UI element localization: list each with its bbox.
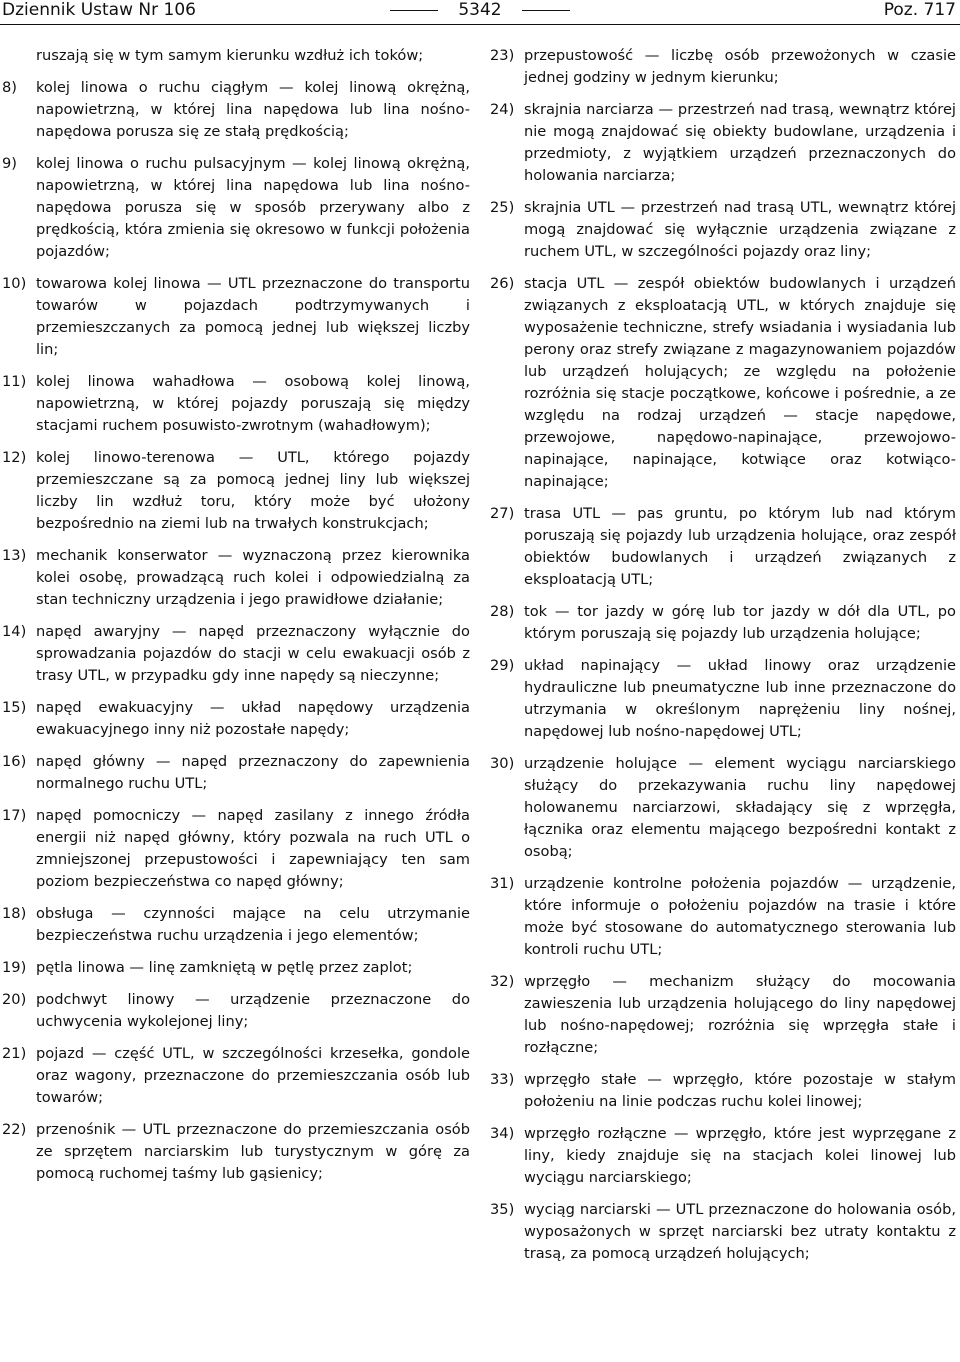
item-number: 9) xyxy=(2,155,17,172)
item-number: 31) xyxy=(490,875,515,892)
definition-item xyxy=(2,545,470,611)
item-number: 19) xyxy=(2,959,27,976)
item-number: 26) xyxy=(490,275,515,292)
item-number: 15) xyxy=(2,699,27,716)
header-rule xyxy=(0,24,960,25)
page-header xyxy=(0,0,960,26)
item-text: pojazd — część UTL, w szczególności krzesełka, gondole oraz wagony, przeznaczone do przemieszczania osób lub towarów; xyxy=(36,1045,470,1106)
definition-item xyxy=(2,697,470,741)
definition-item xyxy=(490,655,956,743)
definition-item xyxy=(2,805,470,893)
definition-item xyxy=(490,273,956,493)
definition-item xyxy=(490,45,956,89)
item-text: przenośnik — UTL przeznaczone do przemieszczania osób ze sprzętem narciarskim lub turystycznym w górę za pomocą ruchomej taśmy lub gąsienicy; xyxy=(36,1121,470,1182)
item-text: wprzęgło stałe — wprzęgło, które pozostaje w stałym położeniu na linie podczas ruchu kolei linowej; xyxy=(524,1071,956,1110)
definition-item xyxy=(490,873,956,961)
definition-item xyxy=(490,1069,956,1113)
item-text: wprzęgło — mechanizm służący do mocowania zawieszenia lub urządzenia holującego do liny napędowej lub nośno-napędowej; rozróżnia się wprzęgła stałe i rozłączne; xyxy=(524,973,956,1056)
item-text: towarowa kolej linowa — UTL przeznaczone do transportu towarów w pojazdach podtrzymywanych i przemieszczanych za pomocą jednej lub większej liczby lin; xyxy=(36,275,470,358)
definition-item xyxy=(2,371,470,437)
item-number: 23) xyxy=(490,47,515,64)
item-number: 13) xyxy=(2,547,27,564)
item-number: 27) xyxy=(490,505,515,522)
item-number: 30) xyxy=(490,755,515,772)
item-text: kolej linowa wahadłowa — osobową kolej linową, napowietrzną, w której pojazdy poruszają się między stacjami ruchem posuwisto-zwrotnym (wahadłowym); xyxy=(36,373,470,434)
item-text: napęd ewakuacyjny — układ napędowy urządzenia ewakuacyjnego inny niż pozostałe napędy; xyxy=(36,699,470,738)
item-text: napęd główny — napęd przeznaczony do zapewnienia normalnego ruchu UTL; xyxy=(36,753,470,792)
item-text: kolej linowa o ruchu pulsacyjnym — kolej linową okrężną, napowietrzną, w której lina napędowa lub lina nośno-napędowa porusza się w sposób przerywany albo z prędkością, która zmienia się okresowo w funkcji położenia pojazdów; xyxy=(36,155,470,260)
item-text: urządzenie kontrolne położenia pojazdów — urządzenie, które informuje o położeniu pojazdów na trasie i które może być stosowane do automatycznego sterowania lub kontroli ruchu UTL; xyxy=(524,875,956,958)
definition-item xyxy=(2,1119,470,1185)
page-number-block xyxy=(0,0,960,20)
definition-item xyxy=(490,503,956,591)
item-number: 11) xyxy=(2,373,27,390)
item-number: 24) xyxy=(490,101,515,118)
definition-item xyxy=(2,153,470,263)
item-text: kolej linowa o ruchu ciągłym — kolej linową okrężną, napowietrzną, w której lina napędowa lub lina nośno-napędowa porusza się ze stałą prędkością; xyxy=(36,79,470,140)
item-text: trasa UTL — pas gruntu, po którym lub nad którym poruszają się pojazdy lub urządzenia holujące, oraz zespół obiektów budowlanych i urządzeń związanych z eksploatacją UTL; xyxy=(524,505,956,588)
item-text: wprzęgło rozłączne — wprzęgło, które jest wyprzęgane z liny, kiedy znajduje się na stacjach kolei linowej lub wyciągu narciarskiego; xyxy=(524,1125,956,1186)
left-column xyxy=(2,45,470,1195)
item-number: 20) xyxy=(2,991,27,1008)
item-text: tok — tor jazdy w górę lub tor jazdy w dół dla UTL, po którym poruszają się pojazdy lub urządzenia holujące; xyxy=(524,603,956,642)
item-text: przepustowość — liczbę osób przewożonych w czasie jednej godziny w jednym kierunku; xyxy=(524,47,956,86)
item-number: 14) xyxy=(2,623,27,640)
dash-left xyxy=(390,10,438,11)
page-number: 5342 xyxy=(458,0,502,20)
definition-item xyxy=(490,197,956,263)
journal-title: Dziennik Ustaw Nr 106 xyxy=(2,0,196,20)
item-number: 29) xyxy=(490,657,515,674)
item-number: 21) xyxy=(2,1045,27,1062)
item-text: układ napinający — układ linowy oraz urządzenie hydrauliczne lub pneumatyczne lub inne przeznaczone do utrzymania w określonym naprężeniu liny nośnej, napędowej lub nośno-napędowej UTL; xyxy=(524,657,956,740)
position-label: Poz. 717 xyxy=(883,0,956,20)
item-number: 25) xyxy=(490,199,515,216)
definition-item xyxy=(2,957,470,979)
item-text: skrajnia UTL — przestrzeń nad trasą UTL, wewnątrz której mogą znajdować się wyłącznie urządzenia związane z ruchem UTL, w szczególności pojazdy oraz liny; xyxy=(524,199,956,260)
item-number: 32) xyxy=(490,973,515,990)
item-text: kolej linowo-terenowa — UTL, którego pojazdy przemieszczane są za pomocą jednej liny lub większej liczby lin wzdłuż toru, który może być ułożony bezpośrednio na ziemi lub na trwałych konstrukcjach; xyxy=(36,449,470,532)
item-text: mechanik konserwator — wyznaczoną przez kierownika kolei osobę, prowadzącą ruch kolei i odpowiedzialną za stan techniczny urządzenia i jego prawidłowe działanie; xyxy=(36,547,470,608)
item-text: napęd pomocniczy — napęd zasilany z innego źródła energii niż napęd główny, który pozwala na ruch UTL o zmniejszonej przepustowości i zapewniający ten sam poziom bezpieczeństwa co napęd główny; xyxy=(36,807,470,890)
definition-item xyxy=(490,971,956,1059)
item-number: 28) xyxy=(490,603,515,620)
definition-item xyxy=(490,1123,956,1189)
item-number: 17) xyxy=(2,807,27,824)
item-text: napęd awaryjny — napęd przeznaczony wyłącznie do sprowadzania pojazdów do stacji w celu ewakuacji osób z trasy UTL, w przypadku gdy inne napędy są nieczynne; xyxy=(36,623,470,684)
item-text: skrajnia narciarza — przestrzeń nad trasą, wewnątrz której nie mogą znajdować się obiekty budowlane, urządzenia i przedmioty, z wyjątkiem urządzeń przeznaczonych do holowania narciarza; xyxy=(524,101,956,184)
item-text: obsługa — czynności mające na celu utrzymanie bezpieczeństwa ruchu urządzenia i jego elementów; xyxy=(36,905,470,944)
item-text: ruszają się w tym samym kierunku wzdłuż ich toków; xyxy=(36,47,424,64)
definition-item xyxy=(2,447,470,535)
item-text: urządzenie holujące — element wyciągu narciarskiego służący do przekazywania ruchu liny napędowej holowanemu narciarzowi, składający się z wprzęgła, łącznika oraz elementu mającego bezpośredni kontakt z osobą; xyxy=(524,755,956,860)
definition-item xyxy=(2,77,470,143)
item-number: 34) xyxy=(490,1125,515,1142)
item-number: 22) xyxy=(2,1121,27,1138)
right-column xyxy=(490,45,956,1275)
definition-item xyxy=(2,621,470,687)
item-text: stacja UTL — zespół obiektów budowlanych i urządzeń związanych z eksploatacją UTL, w których znajduje się wyposażenie techniczne, strefy wsiadania i wysiadania lub perony oraz strefy związane z magazynowaniem pojazdów lub urządzeń holujących; ze względu na położenie rozróżnia się stacje początkowe, końcowe i pośrednie, a ze względu na rodzaj urządzeń — stacje napędowe, przewojowe, napędowo-napinające, przewojowo-napinające, napinające, kotwiące oraz kotwiąco-napinające; xyxy=(524,275,956,490)
item-number: 35) xyxy=(490,1201,515,1218)
definition-item xyxy=(490,601,956,645)
definition-item xyxy=(490,753,956,863)
item-text: pętla linowa — linę zamkniętą w pętlę przez zaplot; xyxy=(36,959,413,976)
definition-item xyxy=(2,45,470,67)
definition-item xyxy=(2,903,470,947)
item-number: 16) xyxy=(2,753,27,770)
definition-item xyxy=(490,99,956,187)
definition-item xyxy=(2,1043,470,1109)
item-number: 10) xyxy=(2,275,27,292)
item-number: 8) xyxy=(2,79,17,96)
definition-item xyxy=(2,989,470,1033)
item-number: 33) xyxy=(490,1071,515,1088)
item-text: podchwyt linowy — urządzenie przeznaczone do uchwycenia wykolejonej liny; xyxy=(36,991,470,1030)
definition-item xyxy=(2,273,470,361)
definition-item xyxy=(490,1199,956,1265)
item-number: 18) xyxy=(2,905,27,922)
dash-right xyxy=(522,10,570,11)
definition-item xyxy=(2,751,470,795)
item-number: 12) xyxy=(2,449,27,466)
item-text: wyciąg narciarski — UTL przeznaczone do holowania osób, wyposażonych w sprzęt narciarski bez utraty kontaktu z trasą, za pomocą urządzeń holujących; xyxy=(524,1201,956,1262)
